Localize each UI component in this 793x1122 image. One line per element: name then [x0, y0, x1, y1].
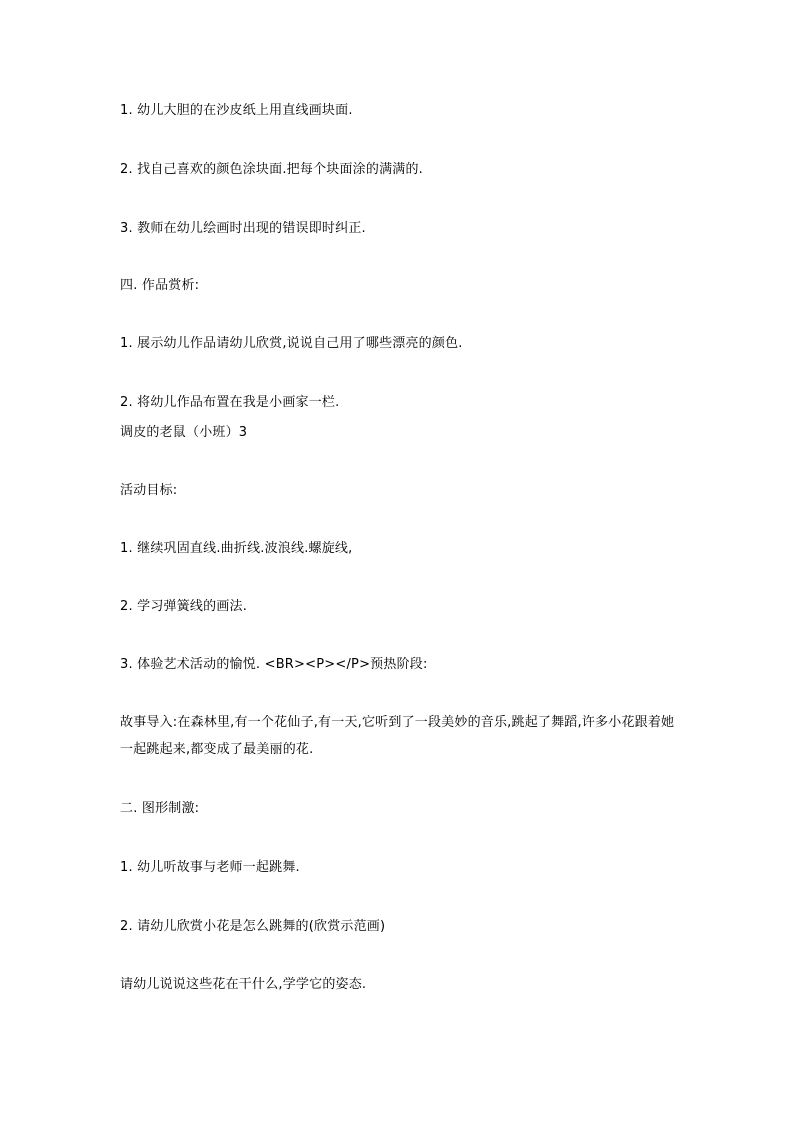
goal-line-2: 2. 学习弹簧线的画法. — [120, 599, 248, 614]
section-heading-goals: 活动目标: — [120, 483, 178, 498]
step-line-2: 2. 找自己喜欢的颜色涂块面.把每个块面涂的满满的. — [120, 162, 424, 177]
section-heading-appreciation: 四. 作品赏析: — [120, 278, 200, 293]
goal-line-3: 3. 体验艺术活动的愉悦. <BR><P></P>预热阶段: — [120, 657, 428, 672]
lesson-title: 调皮的老鼠（小班）3 — [120, 425, 248, 440]
goal-line-1: 1. 继续巩固直线.曲折线.波浪线.螺旋线, — [120, 541, 353, 556]
shapes-line-2: 2. 请幼儿欣赏小花是怎么跳舞的(欣赏示范画) — [120, 919, 386, 934]
story-intro-paragraph: 故事导入:在森林里,有一个花仙子,有一天,它听到了一段美妙的音乐,跳起了舞蹈,许多小花跟着她一起跳起来,都变成了最美丽的花. — [120, 715, 675, 757]
shapes-line-3: 请幼儿说说这些花在干什么,学学它的姿态. — [120, 977, 367, 992]
step-line-1: 1. 幼儿大胆的在沙皮纸上用直线画块面. — [120, 103, 353, 118]
shapes-line-1: 1. 幼儿听故事与老师一起跳舞. — [120, 860, 300, 875]
appreciation-line-2: 2. 将幼儿作品布置在我是小画家一栏. — [120, 395, 340, 410]
section-heading-shapes: 二. 图形制激: — [120, 801, 200, 816]
step-line-3: 3. 教师在幼儿绘画时出现的错误即时纠正. — [120, 221, 366, 236]
appreciation-line-1: 1. 展示幼儿作品请幼儿欣赏,说说自己用了哪些漂亮的颜色. — [120, 336, 463, 351]
